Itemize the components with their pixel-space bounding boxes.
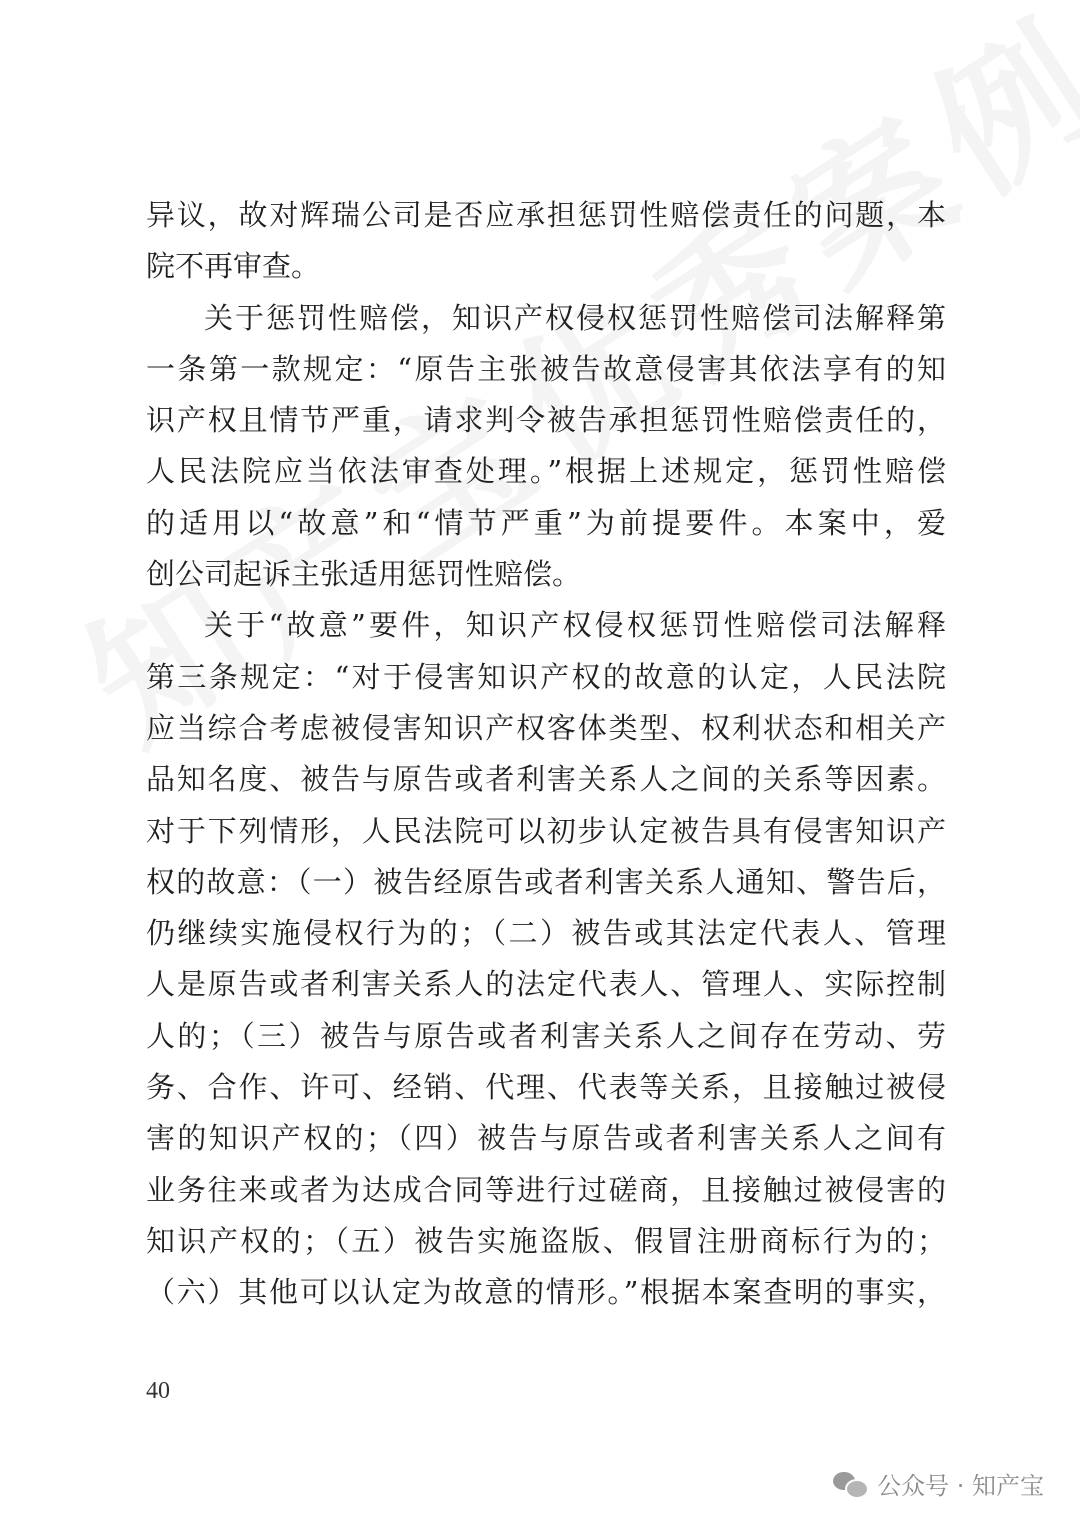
- text-line: 识产权且情节严重，请求判令被告承担惩罚性赔偿责任的，: [146, 403, 946, 438]
- text-line: 仍继续实施侵权行为的；（二）被告或其法定代表人、管理: [146, 916, 946, 951]
- text-line: 品知名度、被告与原告或者利害关系人之间的关系等因素。: [146, 762, 946, 797]
- text-line: 第三条规定：“对于侵害知识产权的故意的认定，人民法院: [146, 659, 946, 694]
- text-line: 关于惩罚性赔偿，知识产权侵权惩罚性赔偿司法解释第: [204, 300, 946, 335]
- text-line: 异议，故对辉瑞公司是否应承担惩罚性赔偿责任的问题，本: [146, 198, 946, 232]
- text-line: 权的故意：（一）被告经原告或者利害关系人通知、警告后，: [146, 864, 946, 899]
- text-line: （六）其他可以认定为故意的情形。”根据本案查明的事实，: [146, 1275, 946, 1310]
- wechat-icon: [833, 1470, 867, 1498]
- text-line: 务、合作、许可、经销、代理、代表等关系，且接触过被侵: [146, 1070, 946, 1105]
- text-line: 应当综合考虑被侵害知识产权客体类型、权利状态和相关产: [146, 710, 946, 745]
- text-line: 创公司起诉主张适用惩罚性赔偿。: [146, 557, 582, 592]
- body-text: [146, 190, 946, 1319]
- text-line: 一条第一款规定：“原告主张被告故意侵害其依法享有的知: [146, 351, 946, 386]
- footer-brand: [833, 1466, 1044, 1501]
- text-line: 人是原告或者利害关系人的法定代表人、管理人、实际控制: [146, 967, 946, 1002]
- text-line: 的适用以“故意”和“情节严重”为前提要件。本案中，爱: [146, 505, 946, 540]
- text-line: 知识产权的；（五）被告实施盗版、假冒注册商标行为的；: [146, 1223, 946, 1258]
- text-line: 人民法院应当依法审查处理。”根据上述规定，惩罚性赔偿: [146, 454, 946, 489]
- text-line: 人的；（三）被告与原告或者利害关系人之间存在劳动、劳: [146, 1018, 946, 1053]
- text-line: 院不再审查。: [146, 249, 321, 284]
- text-line: 害的知识产权的；（四）被告与原告或者利害关系人之间有: [146, 1121, 946, 1156]
- text-line: 关于“故意”要件，知识产权侵权惩罚性赔偿司法解释: [204, 608, 946, 643]
- text-line: 对于下列情形，人民法院可以初步认定被告具有侵害知识产: [146, 813, 946, 848]
- text-line: 业务往来或者为达成合同等进行过磋商，且接触过被侵害的: [146, 1172, 946, 1207]
- page-number: 40: [146, 1378, 170, 1404]
- footer-brand-text: 公众号 · 知产宝: [877, 1472, 1044, 1500]
